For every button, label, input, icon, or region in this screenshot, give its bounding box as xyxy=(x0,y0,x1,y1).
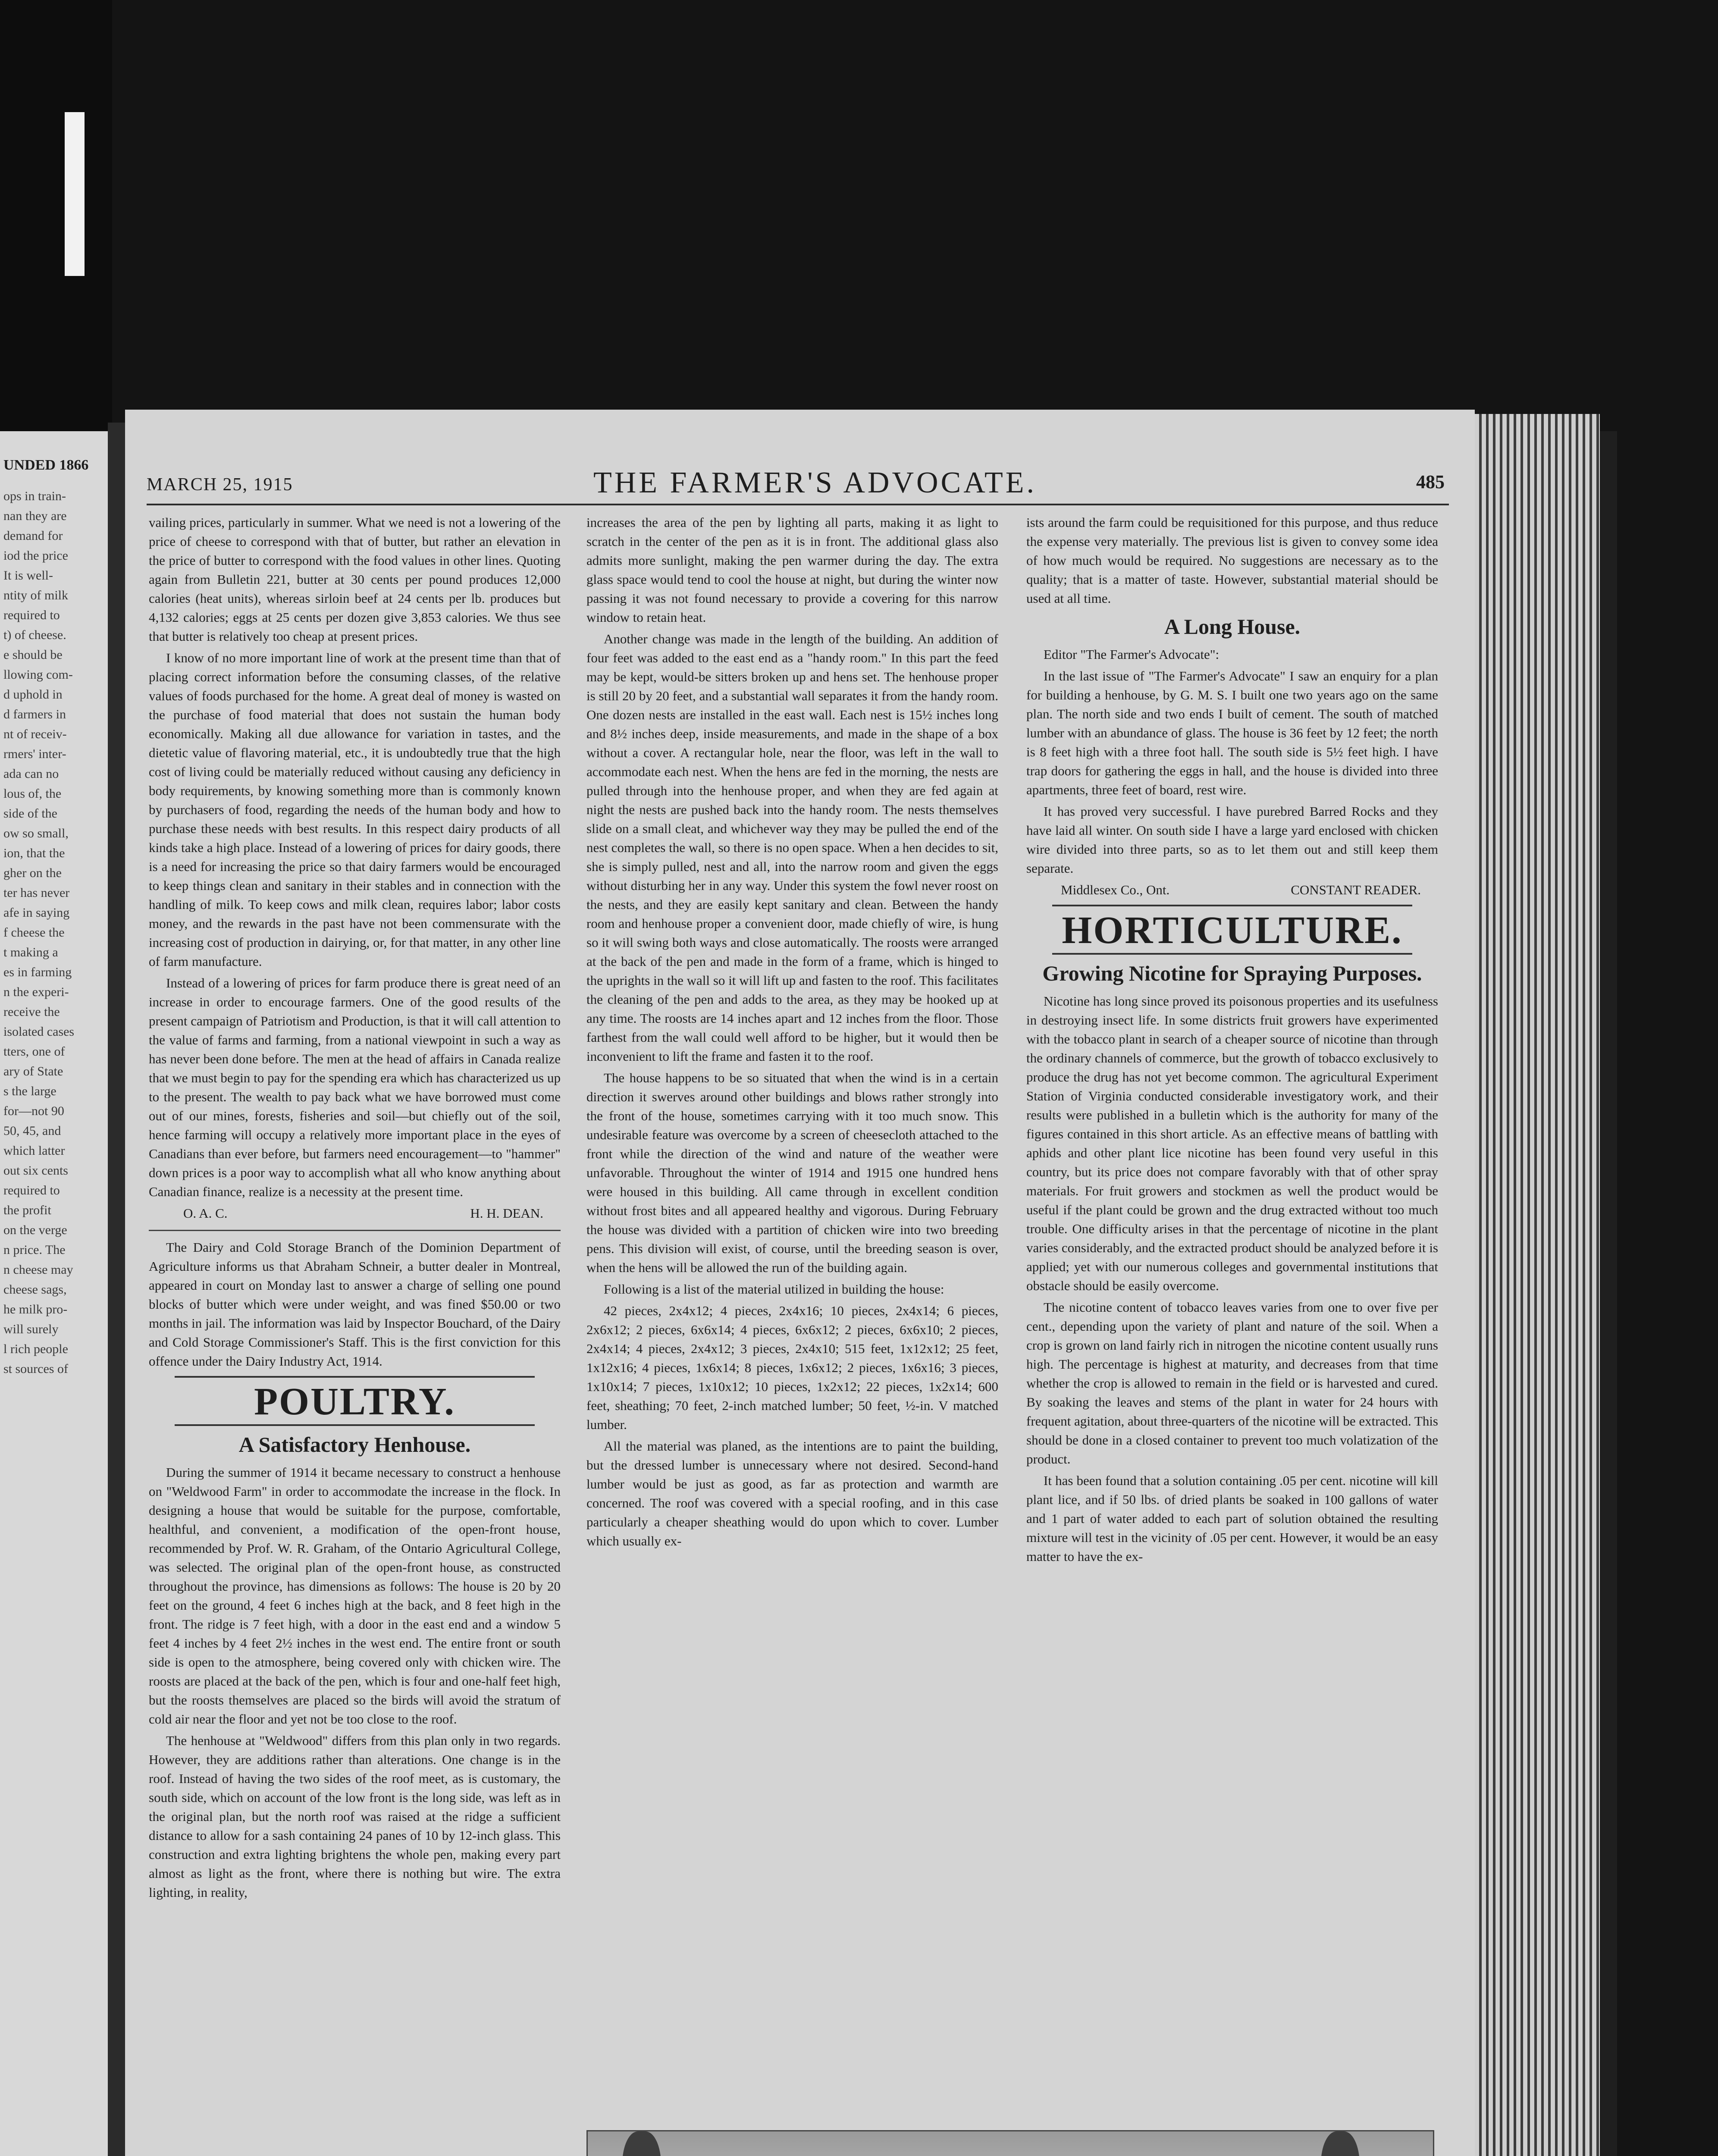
henhouse-photo xyxy=(586,2130,1434,2156)
previous-page-line: nan they are xyxy=(3,509,67,523)
salutation: Editor "The Farmer's Advocate": xyxy=(1044,647,1220,662)
previous-page-line: required to xyxy=(3,1183,60,1197)
previous-page-line: lous of, the xyxy=(3,787,62,801)
previous-page-line: f cheese the xyxy=(3,925,65,940)
previous-page-line: l rich people xyxy=(3,1342,68,1356)
previous-page-line: ops in train- xyxy=(3,489,66,503)
previous-page-line: for—not 90 xyxy=(3,1104,64,1118)
previous-page-line: e should be xyxy=(3,648,63,662)
previous-page-line: n cheese may xyxy=(3,1263,73,1277)
divider xyxy=(149,1230,561,1231)
previous-page-line: s the large xyxy=(3,1084,56,1098)
paragraph: During the summer of 1914 it became necessary to construct a henhouse on "Weldwood Farm" in order to accommodate the increase in the flock. In designing a house that would be suitable for the purpose, comfortable, healthful, and convenient, a modification of the open-front house, recommended by Prof. W. R. Graham, of the Ontario Agricultural College, was selected. The original plan of the open-front house, as constructed throughout the province, has dimensions as follows: The house is 20 by 20 feet on the ground, 4 feet 6 inches high at the back, and 8 feet high in the front. The ridge is 7 feet high, with a door in the east end and a window 5 feet 4 inches by 4 feet 2½ inches in the west end. The entire front or south side is open to the atmosphere, being covered only with chicken wire. The roosts are placed at the back of the pen, which is four and one-half feet high, but the roosts themselves are placed so the birds will avoid the stratum of cold air near the floor and yet not be too close to the roof. xyxy=(149,1465,561,1727)
previous-page-line: ion, that the xyxy=(3,846,65,860)
tree xyxy=(622,2131,661,2156)
previous-page-line: ter has never xyxy=(3,886,70,900)
materials-list: 42 pieces, 2x4x12; 4 pieces, 2x4x16; 10 pieces, 2x4x14; 6 pieces, 2x6x12; 2 pieces, 6x6x14; 4 pieces, 6x6x12; 2 pieces, 6x6x10; 2 pieces, 2x4x14; 4 pieces, 2x4x12; 3 pieces, 2x4x10; 515 feet, 1x12x12; 25 feet, 1x12x16; 4 pieces, 1x6x14; 8 pieces, 1x6x12; 2 pieces, 1x6x16; 3 pieces, 1x10x14; 7 pieces, 1x10x12; 10 pieces, 1x2x12; 22 pieces, 1x2x14; 600 feet, sheathing; 70 feet, 2-inch matched lumber; 50 feet, ½-in. V matched lumber. xyxy=(586,1303,998,1432)
book-page-edges xyxy=(1475,414,1600,2156)
previous-page-line: nt of receiv- xyxy=(3,727,67,741)
signature-line xyxy=(1026,881,1438,899)
previous-page-line: d farmers in xyxy=(3,707,66,721)
previous-page-line: n price. The xyxy=(3,1243,66,1257)
previous-page-line: gher on the xyxy=(3,866,62,880)
previous-page-line: t making a xyxy=(3,945,58,959)
paragraph: In the last issue of "The Farmer's Advocate" I saw an enquiry for a plan for building a henhouse, by G. M. S. I built one two years ago on the same plan. The north side and two ends I built of cement. The south of matched lumber with an abundance of glass. The house is 36 feet by 12 feet; the north is 8 feet high with a three foot hall. The south side is 5½ feet high. I have trap doors for gathering the eggs in hall, and the house is divided into three apartments, three feet of board, rest wire. xyxy=(1026,668,1439,797)
paragraph: I know of no more important line of work at the present time than that of placing correct information before the consuming classes, of the relative values of foods purchased for the home. A great deal of money is wasted on the purchase of food material that does not sustain the human body economically. Making all due allowance for variation in tastes, and the dietetic value of flavoring material, etc., it is undoubtedly true that the high cost of living could be materially reduced without causing any deficiency in body requirements, by knowing something more than is commonly known by purchasers of food, regarding the needs of the human body and how to purchase these needs with best results. In this respect dairy products of all kinds take a high place. Instead of a lowering of prices for dairy goods, there is a need for increasing the price so that dairy farmers would be encouraged to keep things clean and sanitary in their stables and in connection with the handling of milk. To keep cows and milk clean, requires labor; labor costs money, and the rewards in the past have not been commensurate with the increasing cost of production in dairying, or, for that matter, in any other line of farm manufacture. xyxy=(149,650,561,969)
article-heading: Growing Nicotine for Spraying Purposes. xyxy=(1042,961,1422,985)
issue-date: MARCH 25, 1915 xyxy=(147,475,293,495)
masthead-rule xyxy=(147,504,1449,505)
signature-author: H. H. DEAN. xyxy=(470,1206,543,1221)
previous-page-header: UNDED 1866 xyxy=(3,457,89,473)
article-heading: A Long House. xyxy=(1164,614,1301,639)
previous-page-line: d uphold in xyxy=(3,687,63,702)
previous-page-line: llowing com- xyxy=(3,667,73,682)
previous-page-line: ntity of milk xyxy=(3,588,68,602)
previous-page-line: side of the xyxy=(3,806,57,821)
paragraph: Another change was made in the length of the building. An addition of four feet was added to the east end as a "handy room." In this part the feed may be kept, would-be sitters broken up and hens set. The henhouse proper is still 20 by 20 feet, and a substantial wall separates it from the handy room. One dozen nests are installed in the east wall. Each nest is 15½ inches long and 8½ inches deep, inside measurements, and made in the shape of a box without a cover. A rectangular hole, near the floor, was left in the wall to accommodate each nest. When the hens are fed in the morning, the nests are pulled through into the henhouse proper, and when they are fed again at night the nests are pushed back into the handy room. The nests themselves slide on a small cleat, and whichever way they may be pulled the end of the nest completes the wall, so there is no open space. When a hen decides to sit, she is simply pulled, nest and all, into the narrow room and given the eggs without disturbing her in any way. Under this system the fowl never roost on the nests, and they are easily kept sanitary and clean. Between the handy room and henhouse proper a convenient door, made chiefly of wire, is hung so it will swing both ways and close automatically. The roosts were arranged at the back of the pen and made in the form of a frame, which is hinged to the uprights in the wall so it will lift up and fasten to the roof. This facilitates the cleaning of the pen and adds to the area, as they may be hooked up at any time. The roosts are 14 inches apart and 12 inches from the floor. Those farthest from the wall could well afford to be higher, but it would then be inconvenient to lift the frame and fasten it to the roof. xyxy=(586,631,998,1064)
previous-page-line: ada can no xyxy=(3,767,59,781)
column-1 xyxy=(149,513,561,1905)
previous-page-line: out six cents xyxy=(3,1163,68,1178)
paragraph: increases the area of the pen by lighting all parts, making it as light to scratch in the center of the pen as it is in front. The additional glass also admits more sunlight, making the pen warmer during the day. The extra glass space would tend to cool the house at night, but during the winter now passing it was not found necessary to provide a covering for this narrow window to retain heat. xyxy=(586,515,998,625)
tree xyxy=(1321,2131,1360,2156)
section-banner-poultry: POULTRY. xyxy=(175,1376,535,1426)
paragraph: vailing prices, particularly in summer. What we need is not a lowering of the price of cheese to correspond with that of butter, but rather an elevation in the price of butter to correspond with the food values in other lines. Quoting again from Bulletin 221, butter at 30 cents per pound produces 12,000 calories (heat units), whereas sirloin beef at 24 cents per lb. produces but 4,132 calories; eggs at 25 cents per dozen give 3,853 calories. We thus see that butter is relatively too cheap at present prices. xyxy=(149,515,561,644)
previous-page-line: on the verge xyxy=(3,1223,67,1237)
paragraph: Nicotine has long since proved its poisonous properties and its usefulness in destroying insect life. In some districts fruit growers have experimented with the tobacco plant in search of a cheaper source of nicotine than through the ordinary channels of commerce, but the growth of tobacco exclusively to produce the drug has not yet become common. The agricultural Experiment Station of Virginia conducted considerable investigatory work, and their results were published in a bulletin which is the authority for many of the figures contained in this short article. As an effective means of battling with aphids and other plant lice nicotine has been found very useful in this country, but its price does not compare favorably with that of other spray materials. For fruit growers and stockmen as well the product would be useful if the plant could be grown and the drug extracted without too much trouble. One difficulty arises in that the percentage of nicotine in the plant varies considerably, and the extracted product should be analyzed before it is applied; yet with our numerous colleges and governmental institutions that obstacle should be easily overcome. xyxy=(1026,993,1438,1293)
previous-page-line: he milk pro- xyxy=(3,1302,68,1316)
paragraph: The house happens to be so situated that when the wind is in a certain direction it swerves around other buildings and blows rather strongly into the front of the house, sometimes carrying with it too much snow. This undesirable feature was overcome by a screen of cheesecloth attached to the front while the direction of the wind and nature of the weather were unfavorable. Throughout the winter of 1914 and 1915 one hundred hens were housed in this building. All came through in excellent condition without frost bites and all appeared healthy and vigorous. During February the house was divided with a partition of chicken wire into two breeding pens. This division will exist, of course, until the breeding season is over, when the hens will be allowed the run of the building again. xyxy=(586,1070,998,1275)
previous-page-line: demand for xyxy=(3,529,63,543)
previous-page-line: receive the xyxy=(3,1005,60,1019)
scan-artifact xyxy=(65,112,85,276)
paragraph: ists around the farm could be requisitioned for this purpose, and thus reduce the expense very materially. The previous list is given to convey some idea of how much would be required. No suggestions are necessary as to the quality; that is a matter of taste. However, substantial material should be used at all time. xyxy=(1026,515,1438,606)
previous-page-line: iod the price xyxy=(3,548,68,563)
previous-page-line: will surely xyxy=(3,1322,59,1336)
previous-page-line: the profit xyxy=(3,1203,51,1217)
previous-page-line: afe in saying xyxy=(3,906,70,920)
previous-page-line: ary of State xyxy=(3,1064,63,1078)
previous-page-line: cheese sags, xyxy=(3,1282,67,1297)
paragraph: The henhouse at "Weldwood" differs from this plan only in two regards. However, they are additions rather than alterations. One change is in the roof. Instead of having the two sides of the roof meet, as is customary, the south side, which on account of the low front is the long side, was left as in the original plan, but the north roof was raised at the ridge a sufficient distance to allow for a sash containing 24 panes of 10 by 12-inch glass. This construction and extra lighting brightens the whole pen, making every part almost as light as the front, where there is nothing but wire. The extra lighting, in reality, xyxy=(149,1733,561,1900)
masthead xyxy=(147,466,1449,499)
column-3 xyxy=(1026,513,1438,1569)
paragraph: It has been found that a solution containing .05 per cent. nicotine will kill plant lice, and if 50 lbs. of dried plants be soaked in 100 gallons of water and 1 part of water added to each part of solution obtained the resulting mixture will test in the vicinity of .05 per cent. However, it would be an easy matter to have the ex- xyxy=(1026,1473,1438,1564)
paragraph: All the material was planed, as the intentions are to paint the building, but the dressed lumber is unnecessary where not desired. Second-hand lumber would be just as good, as far as protection and warmth are concerned. The roof was covered with a special roofing, and in this case particularly a cheaper sheathing would do upon which to cover. Lumber which usually ex- xyxy=(586,1438,998,1548)
signature-author: CONSTANT READER. xyxy=(1291,882,1421,897)
paragraph: Instead of a lowering of prices for farm produce there is great need of an increase in order to encourage farmers. One of the good results of the present campaign of Patriotism and Production, is that it will call attention to the value of farms and farming, from a national viewpoint in such a way as has never been done before. The men at the head of affairs in Canada realize that we must begin to pay for the spending era which has characterized us up to the present. The wealth to pay back what we have borrowed must come out of our mines, forests, fisheries and soil—but chiefly out of the soil, hence farming will occupy a relatively more important place in the eyes of Canadians than ever before, but farmers need encouragement—to "hammer" down prices is a poor way to accomplish what all who know anything about Canadian finance, realize is a necessity at the present time. xyxy=(149,975,561,1199)
signature-place: Middlesex Co., Ont. xyxy=(1061,882,1170,897)
paragraph: Following is a list of the material utilized in building the house: xyxy=(604,1282,944,1297)
page-number: 485 xyxy=(1416,471,1445,492)
previous-page-line: isolated cases xyxy=(3,1025,75,1039)
signature-place: O. A. C. xyxy=(183,1206,228,1221)
previous-page-line: It is well- xyxy=(3,568,53,583)
section-banner-horticulture: HORTICULTURE. xyxy=(1052,905,1412,955)
publication-title: THE FARMER'S ADVOCATE. xyxy=(593,466,1037,499)
previous-page-text xyxy=(0,478,108,1379)
paragraph: It has proved very successful. I have purebred Barred Rocks and they have laid all winter. On south side I have a large yard enclosed with chicken wire divided into three parts, so as to let them out and still keep them separate. xyxy=(1026,804,1438,876)
signature-line xyxy=(149,1204,561,1223)
binding-shadow xyxy=(1600,431,1617,2156)
newspaper-page xyxy=(125,410,1475,2156)
previous-page-line: 50, 45, and xyxy=(3,1124,61,1138)
previous-page-line: st sources of xyxy=(3,1362,68,1376)
previous-page-line: n the experi- xyxy=(3,985,69,999)
previous-page-line: ow so small, xyxy=(3,826,69,840)
column-2 xyxy=(586,513,998,1553)
previous-page-line: es in farming xyxy=(3,965,72,979)
previous-page-line: t) of cheese. xyxy=(3,628,66,642)
previous-page-fragment xyxy=(0,431,108,2156)
paragraph: The Dairy and Cold Storage Branch of the Dominion Department of Agriculture informs us that Abraham Schneir, a butter dealer in Montreal, appeared in court on Monday last to answer a charge of selling one pound blocks of butter which were under weight, and was fined $50.00 or two months in jail. The information was laid by Inspector Bouchard, of the Dairy and Cold Storage Commissioner's Staff. This is the first conviction for this offence under the Dairy Industry Act, 1914. xyxy=(149,1240,561,1369)
previous-page-line: tters, one of xyxy=(3,1044,65,1059)
previous-page-line: required to xyxy=(3,608,60,622)
page-gutter xyxy=(108,423,125,2156)
article-heading: A Satisfactory Henhouse. xyxy=(238,1432,471,1457)
paragraph: The nicotine content of tobacco leaves varies from one to over five per cent., depending upon the variety of plant and nature of the soil. When a crop is grown on land fairly rich in nitrogen the nicotine content usually runs high. The percentage is highest at maturity, and decreases from that time whether the crop is allowed to remain in the field or is harvested and cured. By soaking the leaves and stems of the plant in water for 24 hours with frequent agitation, about three-quarters of the nicotine will be extracted. This should be done in a closed container to prevent too much volatization of the product. xyxy=(1026,1300,1438,1467)
previous-page-line: rmers' inter- xyxy=(3,747,66,761)
previous-page-line: which latter xyxy=(3,1144,65,1158)
